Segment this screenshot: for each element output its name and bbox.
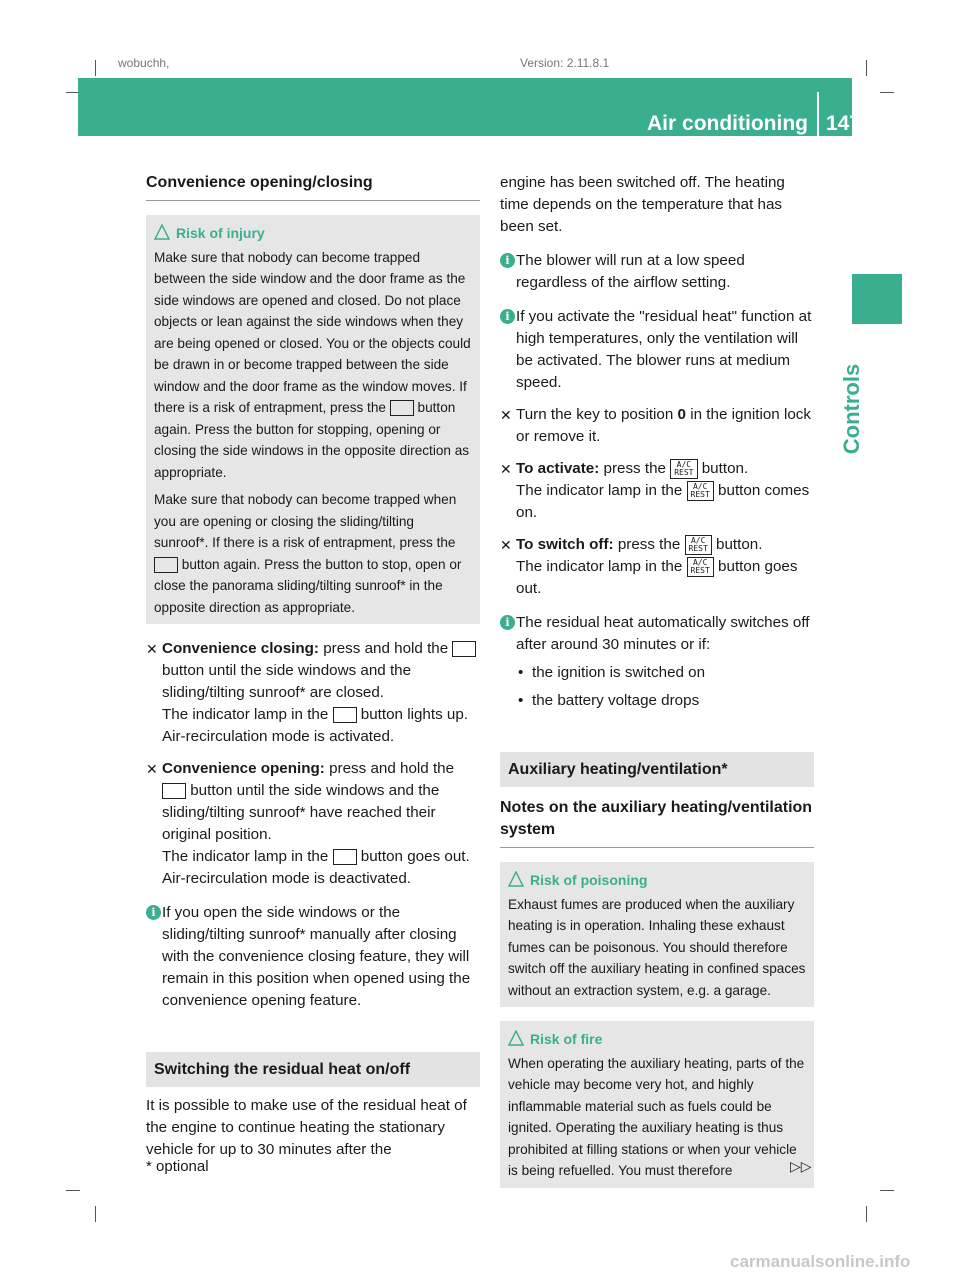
info-note: i The blower will run at a low speed regardless of the airflow setting. [500, 250, 814, 294]
convenience-closing-icon [333, 849, 357, 865]
step-arrow-icon: ✕ [146, 641, 158, 657]
section-title-auxiliary-heating: Auxiliary heating/ventilation* [500, 752, 814, 787]
info-icon: i [146, 905, 161, 920]
step-arrow-icon: ✕ [500, 537, 512, 553]
warning-text: Make sure that nobody can become trapped between the side window and the door frame as the side windows are opened and closed. Do not place objects or lean against the side windows when they are being opened or closed. You or the objects could be drawn in or become trapped between the side window and the door frame as the window moves. If there is a risk of entrapment, press the button again. Press the button for stopping, opening or closing the side windows in the opposite direction as appropriate. [154, 249, 471, 480]
step-arrow-icon: ✕ [146, 761, 158, 777]
watermark: carmanualsonline.info [730, 1252, 911, 1271]
warning-triangle-icon [154, 224, 170, 240]
right-column [500, 172, 814, 1188]
info-note: i If you open the side windows or the sliding/tilting sunroof* manually after closing with the convenience closing feature, they will remain in this position when opened using the convenience opening feature. [146, 902, 480, 1012]
print-meta-left: wobuchh, [118, 56, 170, 70]
section-title-convenience: Convenience opening/closing [146, 172, 480, 201]
warning-title: Risk of poisoning [508, 870, 806, 892]
warning-text: Make sure that nobody can become trapped when you are opening or closing the sliding/tilting sunroof*. If there is a risk of entrapment, press the button again. Press the button to stop, open or close the panorama sliding/tilting sunroof* in the opposite direction as appropriate. [154, 492, 462, 615]
section-title-residual-heat: Switching the residual heat on/off [146, 1052, 480, 1087]
ac-rest-button-icon: A/C REST [687, 481, 714, 501]
body-text: It is possible to make use of the residual heat of the engine to continue heating the stationary vehicle for up to 30 minutes after the [146, 1097, 467, 1158]
info-icon: i [500, 253, 515, 268]
continue-arrow-icon: ▷▷ [790, 1158, 812, 1174]
warning-box-poisoning [500, 862, 814, 1007]
step-arrow-icon: ✕ [500, 461, 512, 477]
side-tab [840, 334, 864, 484]
info-icon: i [500, 615, 515, 630]
crop-mark [880, 1190, 894, 1191]
list-item: • the battery voltage drops [518, 692, 700, 709]
warning-title: Risk of injury [154, 223, 472, 245]
print-meta-version: Version: 2.11.8.1 [520, 56, 610, 70]
side-tab-marker [852, 274, 902, 324]
step-convenience-closing: ✕ Convenience closing: press and hold the button until the side windows and the sliding/tilting sunroof* are closed. The indicator lamp in the button lights up. Air-recirculation mode is activated. [146, 638, 480, 748]
step-arrow-icon: ✕ [500, 407, 512, 423]
ac-rest-button-icon: A/C REST [687, 557, 714, 577]
step-turn-key: ✕ Turn the key to position 0 in the ignition lock or remove it. [500, 406, 811, 445]
subsection-title-notes: Notes on the auxiliary heating/ventilation system [500, 797, 814, 848]
ac-rest-button-icon: A/C REST [685, 535, 712, 555]
crop-mark [866, 60, 867, 76]
warning-title: Risk of fire [508, 1029, 806, 1051]
list-item: • the ignition is switched on [518, 664, 706, 681]
convenience-closing-icon [162, 783, 186, 799]
warning-triangle-icon [508, 1030, 524, 1046]
info-note: i The residual heat automatically switches off after around 30 minutes or if: [500, 612, 814, 656]
convenience-closing-icon [333, 707, 357, 723]
warning-text: When operating the auxiliary heating, parts of the vehicle may become very hot, and highly inflammable material such as fuels could be ignited. Operating the auxiliary heating is thus prohibited at filling stations or when your vehicle is being refuelled. You must therefore [508, 1055, 805, 1178]
crop-mark [95, 60, 96, 76]
convenience-closing-icon [154, 557, 178, 573]
warning-box-injury [146, 215, 480, 624]
convenience-closing-icon [390, 400, 414, 416]
footnote-optional: * optional [146, 1158, 209, 1175]
page-number: 147 [826, 112, 862, 135]
info-icon: i [500, 309, 515, 324]
side-tab-label: Controls [839, 363, 864, 455]
crop-mark [66, 1190, 80, 1191]
info-note: i If you activate the "residual heat" function at high temperatures, only the ventilation will be activated. The blower runs at medium speed. [500, 306, 814, 394]
crop-mark [95, 1206, 96, 1222]
header-separator [817, 92, 819, 136]
warning-box-fire [500, 1021, 814, 1188]
step-activate: ✕ To activate: press the A/C REST button. The indicator lamp in the A/C REST button comes on. [500, 459, 810, 521]
left-column [146, 172, 480, 1161]
chapter-title: Air conditioning [647, 112, 808, 135]
warning-text: Exhaust fumes are produced when the auxiliary heating is in operation. Inhaling these exhaust fumes can be poisonous. You should therefore switch off the auxiliary heating in confined spaces without an extraction system, e.g. a garage. [508, 896, 806, 998]
convenience-closing-icon [452, 641, 476, 657]
crop-mark [880, 92, 894, 93]
body-text: engine has been switched off. The heating time depends on the temperature that has been set. [500, 174, 785, 235]
crop-mark [866, 1206, 867, 1222]
ac-rest-button-icon: A/C REST [670, 459, 697, 479]
step-switch-off: ✕ To switch off: press the A/C REST button. The indicator lamp in the A/C REST button goes out. [500, 535, 798, 597]
warning-triangle-icon [508, 871, 524, 887]
step-convenience-opening: ✕ Convenience opening: press and hold the button until the side windows and the sliding/tilting sunroof* have reached their original position. The indicator lamp in the button goes out. Air-recirculation mode is deactivated. [146, 760, 470, 887]
